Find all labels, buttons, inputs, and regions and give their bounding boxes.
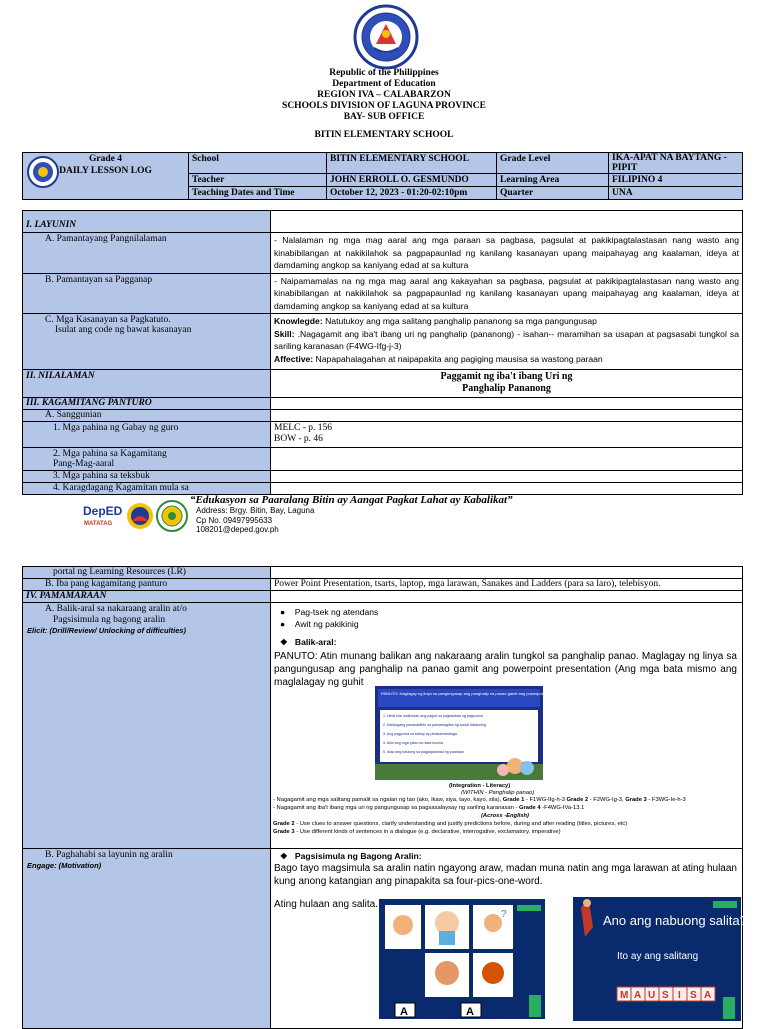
answer-letter: A	[704, 990, 712, 1001]
slide3-question: Ano ang nabuong salita?	[603, 913, 747, 928]
info-table	[22, 152, 743, 200]
cp-line: Cp No. 09497995633	[196, 515, 273, 525]
balik-aral-head	[274, 636, 739, 648]
slide3-subtitle: Ito ay ang salitang	[617, 951, 699, 962]
slide1-item: 1. Hindi nila malimutan ang pagod sa pagtatakda ng pagsunod	[383, 714, 483, 718]
elicit-line	[27, 626, 267, 636]
empty-cell	[271, 211, 743, 233]
slide1-item: 3. Ang pagpunta sa bahay ay pinakamahalaga	[383, 732, 457, 736]
slide1-item: 5. Ikaw ang tutulong sa pagpapaunlad ng paaralan	[383, 750, 464, 754]
integration-line-2	[273, 805, 584, 812]
grade-label: Grade 4	[89, 154, 122, 164]
integration-line-3	[273, 821, 627, 828]
layunin-b-text: - Naipamamalas na ng mga mag aaral ang kakayahan sa pagbasa, pagsulat at pakikipagtalastasan nang wasto ang kinabibilangan at nakikilahok sa pagpapaunlad ng kanilang kasanayan upang maipahayag ang kaalaman, ideya at damdaming angkop sa kaniyang edad at sa kultura	[271, 273, 743, 314]
header-line: Department of Education	[332, 79, 436, 89]
bullet-text-2: Awit ng pakikinig	[294, 619, 359, 629]
balik-aral-head-text: Balik-aral:	[294, 637, 337, 647]
pagsisimula-head-text: Pagsisimula ng Bagong Aralin:	[294, 851, 422, 861]
svg-text:?: ?	[501, 909, 507, 920]
sanggunian-label: A. Sanggunian	[23, 410, 271, 422]
dll-label: DAILY LESSON LOG	[59, 166, 152, 176]
paghahabi-label-cell	[23, 849, 271, 1029]
teacher-label: Teacher	[189, 174, 327, 187]
header-line: BAY- SUB OFFICE	[343, 112, 425, 122]
integ-text: -F4WG-IVa-13.1	[540, 805, 585, 811]
answer-word	[617, 987, 715, 1001]
balik-aral-label-1: A. Balik-aral sa nakaraang aralin at/o	[45, 604, 187, 614]
answer-letter: A	[634, 990, 642, 1001]
header-line: SCHOOLS DIVISION OF LAGUNA PROVINCE	[282, 101, 486, 111]
school-label: School	[189, 153, 327, 174]
gabay-label: 1. Mga pahina ng Gabay ng guro	[23, 422, 271, 448]
affective-label: Affective:	[274, 353, 314, 364]
school-logo-icon	[157, 501, 187, 531]
elicit-label: Elicit:	[27, 626, 48, 635]
pamamaraan-title: IV. PAMAMARAAN	[23, 591, 271, 603]
integ-text: - F2WG-Ig-3,	[588, 797, 626, 803]
nilalaman-line-2: Panghalip Pananong	[462, 383, 551, 394]
nilalaman-title: II. NILALAMAN	[23, 370, 271, 398]
kagamitang-label-1: 2. Mga pahina sa Kagamitang	[53, 449, 167, 459]
knowledge-line	[274, 315, 739, 328]
school-value: BITIN ELEMENTARY SCHOOL	[327, 153, 497, 174]
school-address-block	[196, 506, 314, 535]
area-value: FILIPINO 4	[609, 174, 743, 187]
gabay-value	[271, 422, 743, 448]
engage-text: (Motivation)	[56, 861, 102, 870]
layunin-a-label: A. Pamantayang Pangnilalaman	[23, 233, 271, 274]
review-slide-image	[375, 686, 656, 780]
affective-text: Napapahalagahan at naipapakita ang pagiging mausisa sa wastong paraan	[313, 353, 603, 364]
nilalaman-text	[271, 370, 743, 398]
layunin-b-label: B. Pamantayan sa Pagganap	[23, 273, 271, 314]
answer-letter: I	[678, 990, 681, 1001]
matatag-text: MATATAG	[84, 521, 113, 527]
balik-aral-label-cell	[23, 603, 271, 849]
integration-line-4	[273, 829, 561, 836]
slide2-letter: A	[466, 1006, 474, 1018]
grade-level-label: Grade Level	[497, 153, 609, 174]
quarter-label: Quarter	[497, 187, 609, 200]
integ-text: - Nagagamit ang mga salitang pamalit sa ngalan ng tao (ako, ikaw, siya, tayo, kayo, sila),	[273, 797, 502, 803]
header-line: Republic of the Philippines	[329, 68, 439, 78]
grade-level-value: IKA-APAT NA BAYTANG - PIPIT	[609, 153, 743, 174]
integ-grade: Grade 1	[501, 797, 525, 803]
integration-across: (Across -English)	[481, 813, 529, 819]
integ-text: - Use different kinds of sentences in a dialogue (e.g. declarative, interrogative, exclamatory, imperative)	[294, 829, 561, 835]
bow-ref: BOW - p. 46	[274, 434, 323, 444]
slide1-item: 4. Akin ang mga plato na nasa kusina	[383, 741, 443, 745]
engage-label: Engage:	[27, 861, 57, 870]
integ-grade: Grade 4	[519, 805, 541, 811]
integration-title: (Integration - Literacy)	[449, 783, 511, 789]
slide2-letter: A	[400, 1006, 408, 1018]
diamond-icon: ❖	[280, 637, 288, 647]
skill-line	[274, 328, 739, 353]
integ-grade: Grade 3	[273, 829, 295, 835]
portal-label: portal ng Learning Resources (LR)	[23, 567, 271, 579]
integ-grade: Grade 3	[625, 797, 647, 803]
school-title: BITIN ELEMENTARY SCHOOL	[314, 130, 454, 140]
answer-slide-image	[573, 897, 747, 1021]
school-motto: “Edukasyon sa Paaralang Bitin ay Aangat Pagkat Lahat ay Kabalikat”	[190, 494, 513, 506]
nilalaman-line-1: Paggamit ng iba't ibang Uri ng	[440, 371, 573, 382]
header-line: REGION IVA – CALABARZON	[317, 90, 451, 100]
answer-letter: S	[690, 990, 697, 1001]
layunin-c-label-2: Isulat ang code ng bawat kasanayan	[55, 325, 192, 335]
integ-text: - F3WG-Ie-h-3	[646, 797, 686, 803]
diamond-icon: ❖	[280, 851, 288, 861]
kagamitang-label-2: Pang-Mag-aaral	[53, 459, 115, 469]
balik-aral-label-2: Pagsisimula ng bagong aralin	[53, 615, 166, 625]
integ-grade: Grade 2	[566, 797, 589, 803]
header-block	[0, 68, 768, 123]
area-label: Learning Area	[497, 174, 609, 187]
quarter-value: UNA	[609, 187, 743, 200]
deped-mini-seal-icon	[25, 155, 61, 189]
teksbuk-label: 3. Mga pahina sa teksbuk	[23, 471, 271, 483]
teacher-value: JOHN ERROLL O. GESMUNDO	[327, 174, 497, 187]
footer-logos	[82, 499, 190, 533]
dates-value: October 12, 2023 - 01:20-02:10pm	[327, 187, 497, 200]
integ-text: - Nagagamit ang iba't ibang mga uri ng pangungusap sa pagsasalaysay ng sariling karanasan -	[273, 805, 520, 811]
answer-letter: S	[662, 990, 669, 1001]
skill-label: Skill:	[274, 328, 295, 339]
lesson-table	[22, 210, 743, 495]
melc-ref: MELC - p. 156	[274, 423, 333, 433]
paghahabi-label: B. Paghahabi sa layunin ng aralin	[45, 850, 173, 860]
pagsisimula-head	[274, 850, 739, 862]
bullet-item: ● Pag-tsek ng atendans	[280, 607, 379, 617]
pagsisimula-text: Bago tayo magsimula sa aralin natin ngayong araw, madan muna natin ang mga larawan at ating hulaan kung anong katangian ang pinapakita sa four-pics-one-word.	[274, 863, 737, 887]
layunin-c-label-1: C. Mga Kasanayan sa Pagkatuto.	[45, 315, 171, 325]
paghahabi-content	[271, 849, 747, 1029]
engage-line	[27, 861, 267, 871]
kagamitan-title: III. KAGAMITANG PANTURO	[23, 398, 271, 410]
slide1-title: PANUTO: Maglagay ng linya sa pangungusap ang panghalip na panao gamit ang powerpoint presentation (Ang mga bata mismo ang maglalagay ng guhit)	[381, 691, 656, 696]
bullet-text-1: Pag-tsek ng atendans	[294, 607, 379, 617]
answer-letter: U	[648, 990, 656, 1001]
bullet-item: ● Awit ng pakikinig	[280, 619, 359, 629]
integration-within: (WITHIN - Panghalip panao)	[461, 790, 535, 796]
four-pics-slide-image	[379, 899, 545, 1019]
bagong-pilipinas-logo-icon	[127, 503, 153, 529]
layunin-c-label	[23, 314, 271, 370]
layunin-a-text: - Nalalaman ng mga mag aaral ang mga paraan sa pagbasa, pagsulat at pakikipagtalastasan nang wasto ang kinabibilangan at nakikilahok sa pagpapaunlad ng kanilang kasanayan upang maipahayag ang kaalaman, ideya at damdaming angkop sa kaniyang edad at sa kultura	[271, 233, 743, 274]
hulaan-text: Ating hulaan ang salita.	[274, 899, 378, 910]
skill-text: .Nagagamit ang iba't ibang uri ng panghalip (pananong) - isahan-- maramihan sa usapan at pagsasabi tungkol sa sariling karanasan (F4WG-Ifg-j-3)	[274, 328, 739, 351]
address-line: Address: Brgy. Bitin, Bay, Laguna	[196, 506, 315, 515]
deped-seal-icon	[350, 4, 422, 70]
panuto-text: PANUTO: Atin munang balikan ang nakaraang aralin tungkol sa panghalip panao. Maglagay ng linya sa pangungusap ang panghalip na panao gamit ang powerpoint presentation (Ang mga bata mismo ang maglalagay ng guhit	[274, 651, 737, 688]
integ-text: - Use clues to answer questions, clarify understanding and justify predictions before, during and after reading (titles, pictures, etc)	[294, 821, 628, 827]
balik-aral-content	[271, 603, 743, 849]
affective-line	[274, 353, 739, 366]
kagamitang-label	[23, 448, 271, 471]
integ-grade: Grade 2	[273, 821, 295, 827]
iba-pang-value: Power Point Presentation, tsarts, laptop, mga larawan, Sanakes and Ladders (para sa laro), telebisyon.	[271, 579, 743, 591]
integ-text: - F1WG-IIg-h-3	[524, 797, 567, 803]
layunin-c-text	[271, 314, 743, 370]
karagdagang-label: 4. Karagdagang Kagamitan mula sa	[23, 483, 271, 495]
procedure-table	[22, 566, 747, 1029]
deped-logo-text: DepED	[83, 504, 123, 518]
iba-pang-label: B. Iba pang kagamitang panturo	[23, 579, 271, 591]
dates-label: Teaching Dates and Time	[189, 187, 327, 200]
knowledge-label: Knowlegde:	[274, 316, 323, 326]
integration-line-1	[273, 797, 686, 804]
answer-letter: M	[620, 990, 629, 1001]
slide1-item: 2. Kailangang pananatilihin sa pamamagitan ng social distancing	[383, 723, 487, 727]
layunin-title: I. LAYUNIN	[23, 211, 271, 233]
email-line: 108201@deped.gov.ph	[196, 525, 279, 534]
elicit-text: (Drill/Review/ Unlocking of difficulties)	[47, 626, 187, 635]
grade-cell	[23, 153, 189, 200]
deped-matatag-logo	[83, 504, 123, 527]
knowledge-text: Natutukoy ang mga salitang panghalip pananong sa mga pangungusap	[322, 316, 597, 326]
